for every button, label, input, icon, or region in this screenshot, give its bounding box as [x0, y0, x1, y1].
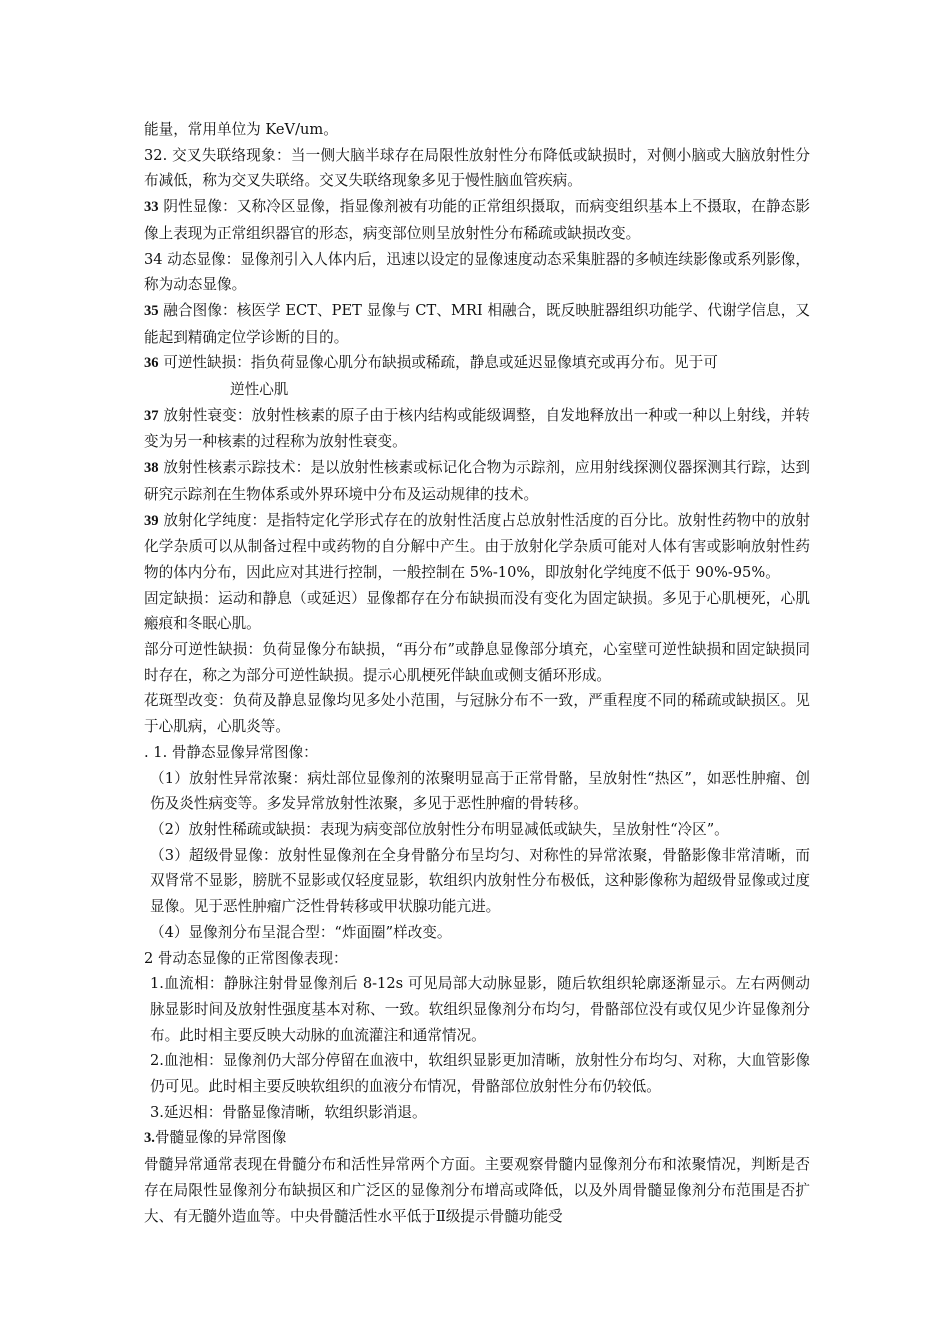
paragraph-delayed-phase: 3.延迟相：骨骼显像清晰，软组织影消退。 — [150, 1103, 427, 1121]
paragraph-flow-phase: 1.血流相：静脉注射骨显像剂后 8-12s 可见局部大动脉显影，随后软组织轮廓逐渐显示。左右两侧动脉显影时间及放射性强度基本对称、一致。软组织显像剂分布均匀，骨骼部位没有或仅见少许显像剂分布。此时相主要反映大动脉的血流灌注和通常情况。 — [150, 975, 810, 1044]
paragraph-bone-marrow-abnormal: 骨髓异常通常表现在骨髓分布和活性异常两个方面。主要观察骨髓内显像剂分布和浓聚情况，判断是否存在局限性显像剂分布缺损区和广泛区的显像剂分布增高或降低，以及外周骨髓显像剂分布范围是否扩大、有无髓外造血等。中央骨髓活性水平低于Ⅱ级提示骨髓功能受 — [144, 1156, 810, 1225]
heading-bone-dynamic-imaging: 2 骨动态显像的正常图像表现： — [144, 949, 348, 967]
item-number: 35 — [144, 302, 159, 319]
document-body — [144, 117, 810, 1229]
item-number: 36 — [144, 355, 159, 372]
paragraph-35-fusion-image: 35 融合图像：核医学 ECT、PET 显像与 CT、MRI 相融合，既反映脏器组织功能学、代谢学信息，又能起到精确定位学诊断的目的。 — [144, 301, 810, 346]
paragraph-sparse-or-defect: （2）放射性稀疏或缺损：表现为病变部位放射性分布明显减低或缺失，呈放射性“冷区”。 — [150, 820, 729, 838]
paragraph-mottled-change: 花斑型改变：负荷及静息显像均见多处小范围，与冠脉分布不一致，严重程度不同的稀疏或缺损区。见于心肌病，心肌炎等。 — [144, 692, 810, 736]
heading-bone-marrow-imaging: 3.骨髓显像的异常图像 — [144, 1129, 287, 1147]
paragraph-38-tracer-technique: 38 放射性核素示踪技术：是以放射性核素或标记化合物为示踪剂，应用射线探测仪器探测其行踪，达到研究示踪剂在生物体系或外界环境中分布及运动规律的技术。 — [144, 459, 810, 503]
item-number: 37 — [144, 407, 159, 424]
paragraph-34-dynamic-imaging: 34 动态显像：显像剂引入人体内后，迅速以设定的显像速度动态采集脏器的多帧连续影像或系列影像，称为动态显像。 — [144, 250, 810, 294]
paragraph-36-reversible-defect: 36 可逆性缺损：指负荷显像心肌分布缺损或稀疏，静息或延迟显像填充或再分布。见于可 — [144, 354, 718, 372]
paragraph-36-continuation: 逆性心肌 — [230, 381, 289, 399]
item-number: 3. — [144, 1130, 155, 1147]
paragraph-fixed-defect: 固定缺损：运动和静息（或延迟）显像都存在分布缺损而没有变化为固定缺损。多见于心肌梗死，心肌瘢痕和冬眠心肌。 — [144, 589, 810, 633]
paragraph-blood-pool-phase: 2.血池相：显像剂仍大部分停留在血液中，软组织显影更加清晰，放射性分布均匀、对称，大血管影像仍可见。此时相主要反映软组织的血液分布情况，骨骼部位放射性分布仍较低。 — [150, 1052, 810, 1096]
item-number: 33 — [144, 199, 159, 216]
paragraph-energy-unit: 能量，常用单位为 KeV/um。 — [144, 121, 338, 138]
heading-bone-static-imaging: . 1. 骨静态显像异常图像： — [144, 743, 318, 761]
paragraph-abnormal-concentration: （1）放射性异常浓聚：病灶部位显像剂的浓聚明显高于正常骨骼，呈放射性“热区”，如恶性肿瘤、创伤及炎性病变等。多发异常放射性浓聚，多见于恶性肿瘤的骨转移。 — [150, 769, 810, 813]
paragraph-mixed-pattern: （4）显像剂分布呈混合型：“炸面圈”样改变。 — [150, 923, 452, 941]
item-number: 39 — [144, 512, 159, 529]
paragraph-superscan: （3）超级骨显像：放射性显像剂在全身骨骼分布呈均匀、对称性的异常浓聚，骨骼影像非常清晰，而双肾常不显影，膀胱不显影或仅轻度显影，软组织内放射性分布极低，这种影像称为超级骨显像或过度显像。见于恶性肿瘤广泛性骨转移或甲状腺功能亢进。 — [150, 846, 810, 916]
paragraph-partial-reversible-defect: 部分可逆性缺损：负荷显像分布缺损，“再分布”或静息显像部分填充，心室壁可逆性缺损和固定缺损同时存在，称之为部分可逆性缺损。提示心肌梗死伴缺血或侧支循环形成。 — [144, 641, 810, 684]
paragraph-33-negative-imaging: 33 阴性显像：又称冷区显像，指显像剂被有功能的正常组织摄取，而病变组织基本上不摄取，在静态影像上表现为正常组织器官的形态，病变部位则呈放射性分布稀疏或缺损改变。 — [144, 198, 810, 242]
paragraph-37-radioactive-decay: 37 放射性衰变：放射性核素的原子由于核内结构或能级调整，自发地释放出一种或一种以上射线，并转变为另一种核素的过程称为放射性衰变。 — [144, 406, 810, 451]
paragraph-39-radiochemical-purity: 39 放射化学纯度：是指特定化学形式存在的放射性活度占总放射性活度的百分比。放射性药物中的放射化学杂质可以从制备过程中或药物的自分解中产生。由于放射化学杂质可能对人体有害或影响放射性药物的体内分布，因此应对其进行控制，一般控制在 5%-10%，即放射化学纯度不低于 90%-95%。 — [144, 511, 810, 581]
paragraph-32-crossed-diaschisis: 32. 交叉失联络现象：当一侧大脑半球存在局限性放射性分布降低或缺损时，对侧小脑或大脑放射性分布减低，称为交叉失联络。交叉失联络现象多见于慢性脑血管疾病。 — [144, 146, 810, 190]
item-number: 38 — [144, 460, 159, 477]
